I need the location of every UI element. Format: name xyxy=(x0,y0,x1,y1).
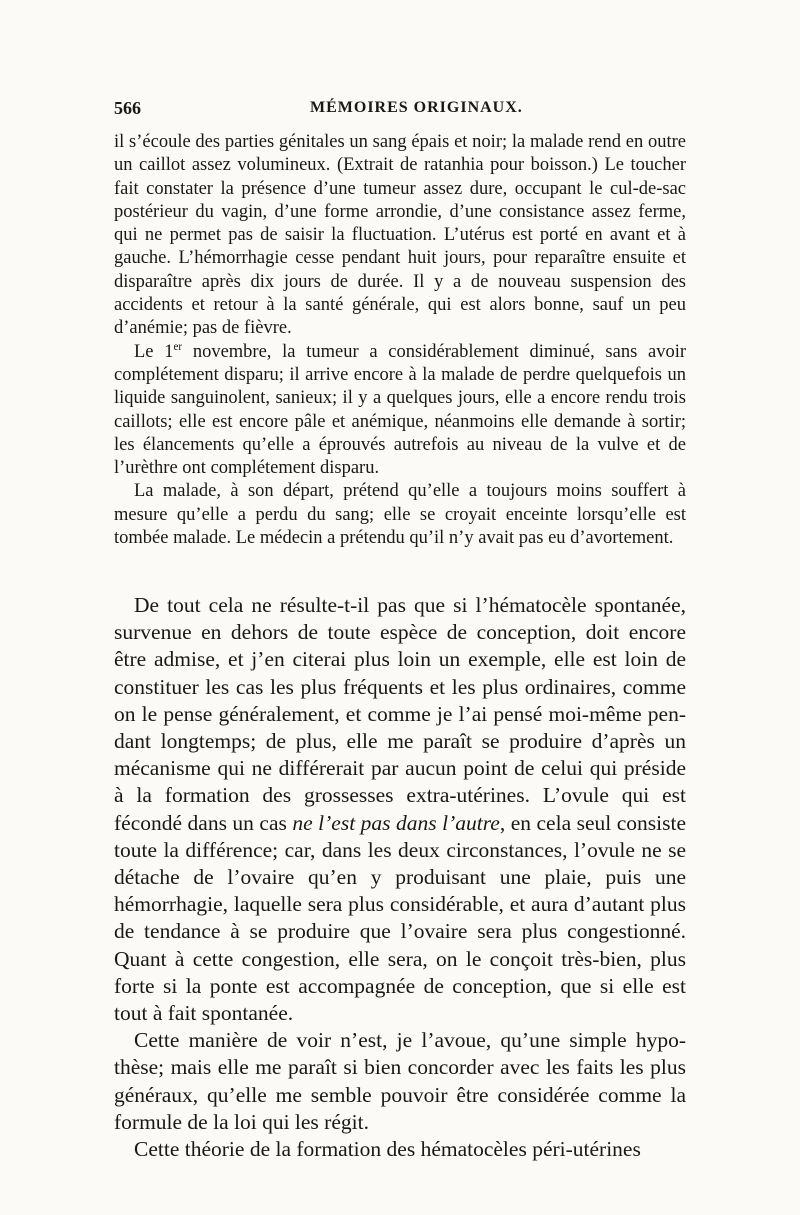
paragraph xyxy=(114,341,686,481)
discussion-text xyxy=(114,592,686,1163)
italic-phrase: ne l’est pas dans l’autre xyxy=(292,810,500,835)
running-title: MÉMOIRES ORIGINAUX. xyxy=(310,99,523,116)
paragraph: La malade, à son départ, prétend qu’elle a toujours moins souffert à mesure qu’elle a perdu du sang; elle se croyait enceinte lorsqu’elle est tombée malade. Le médecin a prétendu qu’il n’y avait pas eu d’avortement. xyxy=(114,481,686,549)
text-span: novembre, la tumeur a considérablement diminué, sans avoir complétement disparu; il arrive encore à la malade de perdre quelquefois un liquide sanguinolent, sanieux; il y a quelques jours, elle a encore rendu trois caillots; elle est encore pâle et anémique, néanmoins elle demande à sortir; les élancements qu’elle a éprouvés autrefois au niveau de la vulve et de l’urèthre ont complétement disparu. xyxy=(114,341,686,479)
paragraph: il s’écoule des parties génitales un sang épais et noir; la malade rend en outre un caillot assez volumineux. (Extrait de ratanhia pour boisson.) Le toucher fait constater la présence d’une tumeur assez dure, occupant le cul-de-sac postérieur du vagin, d’une forme arrondie, d’une consistance assez ferme, qui ne permet pas de saisir la fluctuation. L’utérus est porté en avant et à gauche. L’hémorrhagie cesse pendant huit jours, pour reparaître ensuite et disparaître après dix jours de durée. Il y a de nouveau suspension des accidents et retour à la santé générale, qui est alors bonne, sauf un peu d’anémie; pas de fièvre. xyxy=(114,132,686,339)
text-span: Le 1 xyxy=(134,341,174,362)
text-span: De tout cela ne résulte-t-il pas que si l’hématocèle spontanée, survenue en dehors de toute espèce de conception, doit encore être admise, et j’en citerai plus loin un exemple, elle est loin de constituer les cas les plus fréquents et les plus ordinaires, comme on le pense généralement, et comme je l’ai pensé moi-même pendant longtemps; de plus, elle me paraît se produire d’après un mécanisme qui ne différerait par aucun point de celui qui préside à la formation des grossesses extra-utérines. L’ovule qui est fécondé dans un cas xyxy=(114,593,686,835)
paragraph: Cette théorie de la formation des hématocèles péri-utérines xyxy=(134,1137,641,1162)
page-number: 566 xyxy=(114,98,141,118)
superscript: er xyxy=(173,340,183,353)
text-span: , en cela seul consiste toute la différence; car, dans les deux circonstances, l’ovule ne se détache de l’ovaire qu’en y produisant une plaie, puis une hémorrhagie, laquelle sera plus considérable, et aura d’autant plus de tendance à se produire que l’ovaire sera plus congestionné. Quant à cette congestion, elle sera, on le conçoit très-bien, plus forte si la ponte est accompagnée de conception, que si elle est tout à fait spontanée. xyxy=(114,810,686,1026)
running-head xyxy=(114,98,686,120)
case-observation-text xyxy=(114,131,686,550)
paragraph xyxy=(114,592,686,1027)
paragraph: Cette manière de voir n’est, je l’avoue, qu’une simple hypothèse; mais elle me paraît si bien concorder avec les faits les plus généraux, qu’elle me semble pouvoir être considérée comme la formule de la loi qui les régit. xyxy=(114,1028,686,1134)
